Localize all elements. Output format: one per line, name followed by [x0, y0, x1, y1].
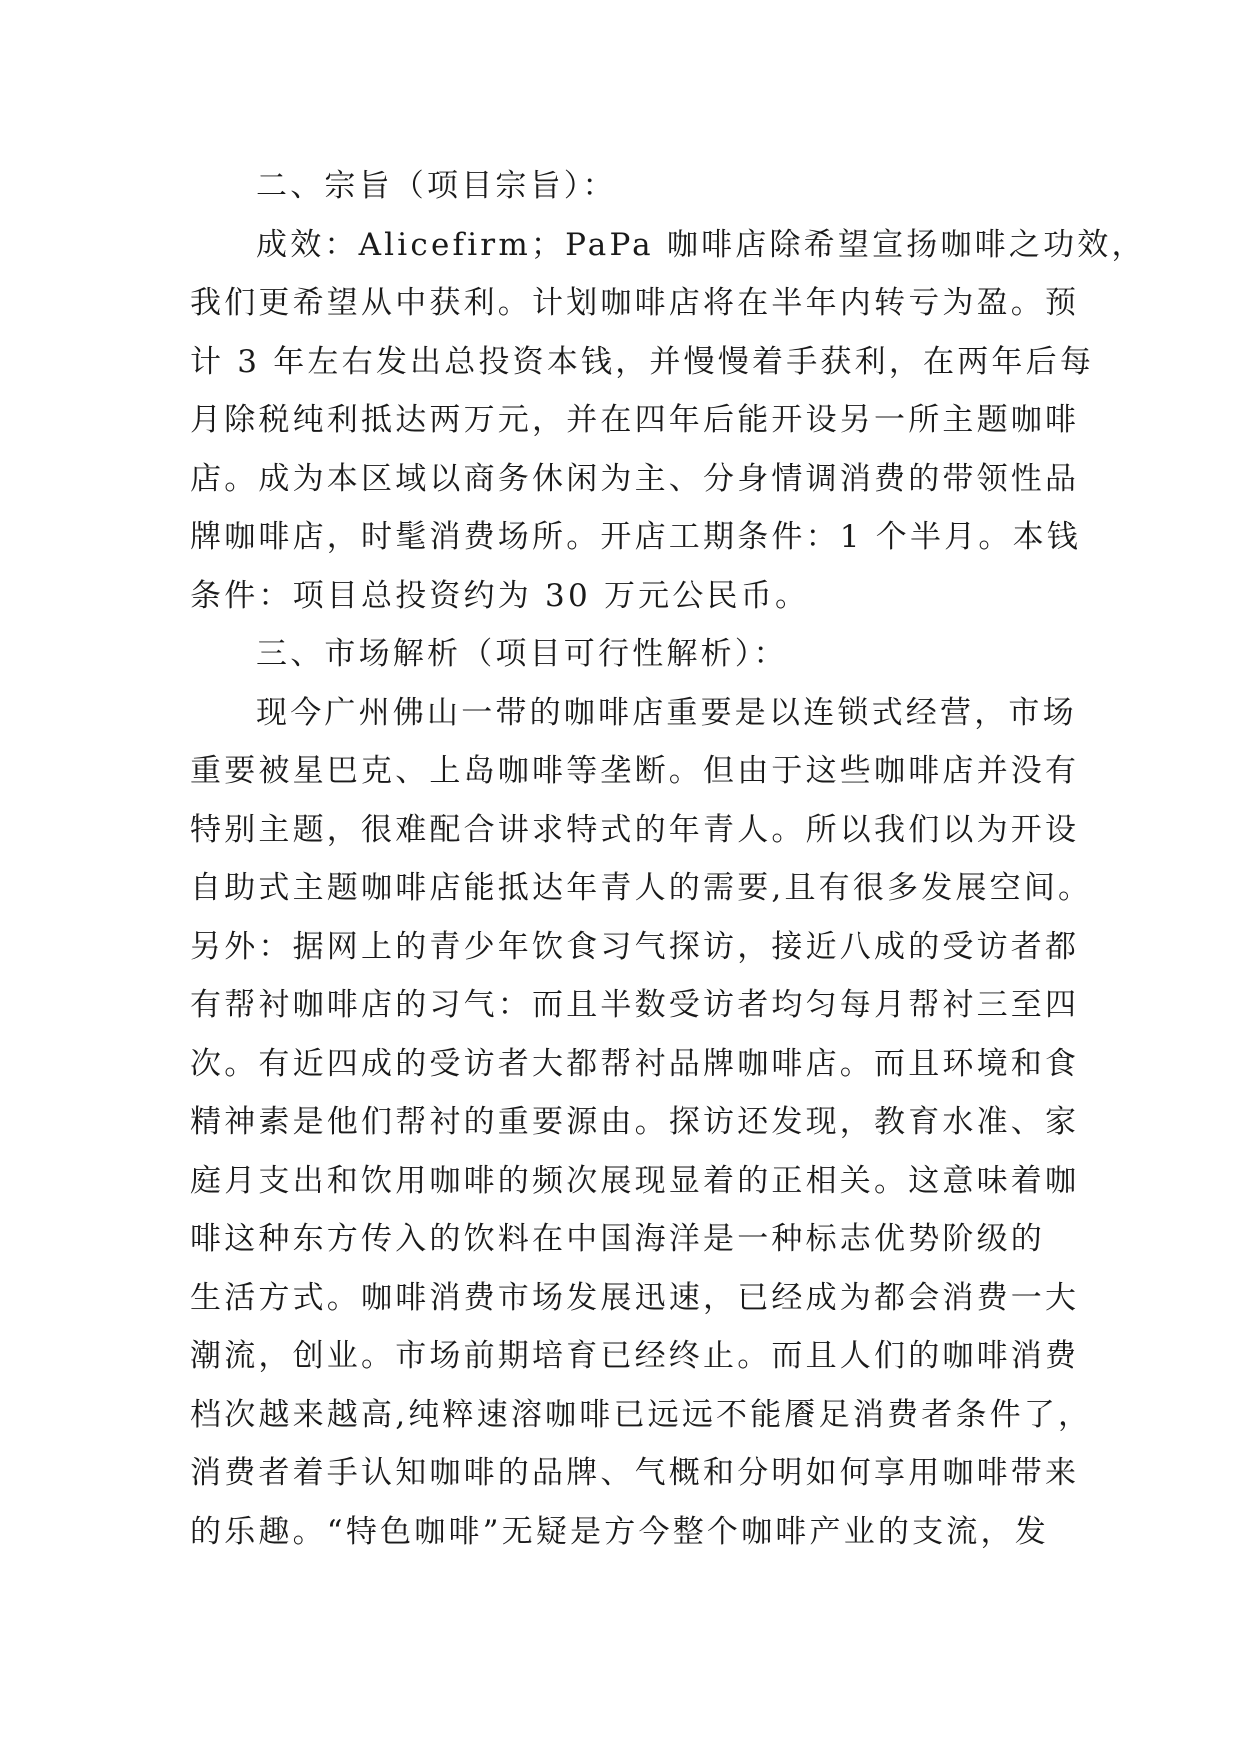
paragraph-line: 月除税纯利抵达两万元，并在四年后能开设另一所主题咖啡 — [190, 402, 1080, 438]
paragraph-line: 另外：据网上的青少年饮食习气探访，接近八成的受访者都 — [190, 928, 1080, 965]
paragraph-line: 庭月支出和饮用咖啡的频次展现显着的正相关。这意味着咖 — [190, 1162, 1080, 1199]
section-heading-market-analysis: 三、市场解析（项目可行性解析）： — [256, 636, 788, 672]
paragraph-line: 成效：Alicefirm；PaPa 咖啡店除希望宣扬咖啡之功效， — [256, 226, 1146, 263]
paragraph-line: 消费者着手认知咖啡的品牌、气概和分明如何享用咖啡带来 — [190, 1455, 1080, 1491]
paragraph-line: 我们更希望从中获利。计划咖啡店将在半年内转亏为盈。预 — [190, 285, 1080, 321]
paragraph-line: 潮流，创业。市场前期培育已经终止。而且人们的咖啡消费 — [190, 1338, 1080, 1374]
body-text — [190, 157, 1146, 1561]
paragraph-line: 生活方式。咖啡消费市场发展迅速，已经成为都会消费一大 — [190, 1279, 1080, 1316]
paragraph-line: 现今广州佛山一带的咖啡店重要是以连锁式经营，市场 — [256, 694, 1077, 731]
paragraph-line: 啡这种东方传入的饮料在中国海洋是一种标志优势阶级的 — [190, 1221, 1045, 1257]
paragraph-line: 牌咖啡店，时髦消费场所。开店工期条件：1 个半月。本钱 — [190, 519, 1081, 555]
paragraph-line: 条件：项目总投资约为 30 万元公民币。 — [190, 577, 810, 614]
paragraph-line: 次。有近四成的受访者大都帮衬品牌咖啡店。而且环境和食 — [190, 1045, 1080, 1082]
paragraph-line: 档次越来越高,纯粹速溶咖啡已远远不能餍足消费者条件了， — [190, 1396, 1093, 1433]
paragraph-line: 有帮衬咖啡店的习气：而且半数受访者均匀每月帮衬三至四 — [190, 987, 1080, 1023]
paragraph-line: 计 3 年左右发出总投资本钱，并慢慢着手获利，在两年后每 — [190, 343, 1095, 380]
paragraph-line: 的乐趣。“特色咖啡”无疑是方今整个咖啡产业的支流，发 — [190, 1513, 1049, 1550]
paragraph-line: 精神素是他们帮衬的重要源由。探访还发现，教育水准、家 — [190, 1104, 1080, 1140]
section-heading-purpose: 二、宗旨（项目宗旨）： — [256, 168, 617, 204]
paragraph-line: 店。成为本区域以商务休闲为主、分身情调消费的带领性品 — [190, 460, 1080, 497]
paragraph-line: 特别主题，很难配合讲求特式的年青人。所以我们以为开设 — [190, 811, 1080, 848]
paragraph-line: 自助式主题咖啡店能抵达年青人的需要,且有很多发展空间。 — [190, 870, 1093, 906]
paragraph-line: 重要被星巴克、上岛咖啡等垄断。但由于这些咖啡店并没有 — [190, 753, 1080, 789]
